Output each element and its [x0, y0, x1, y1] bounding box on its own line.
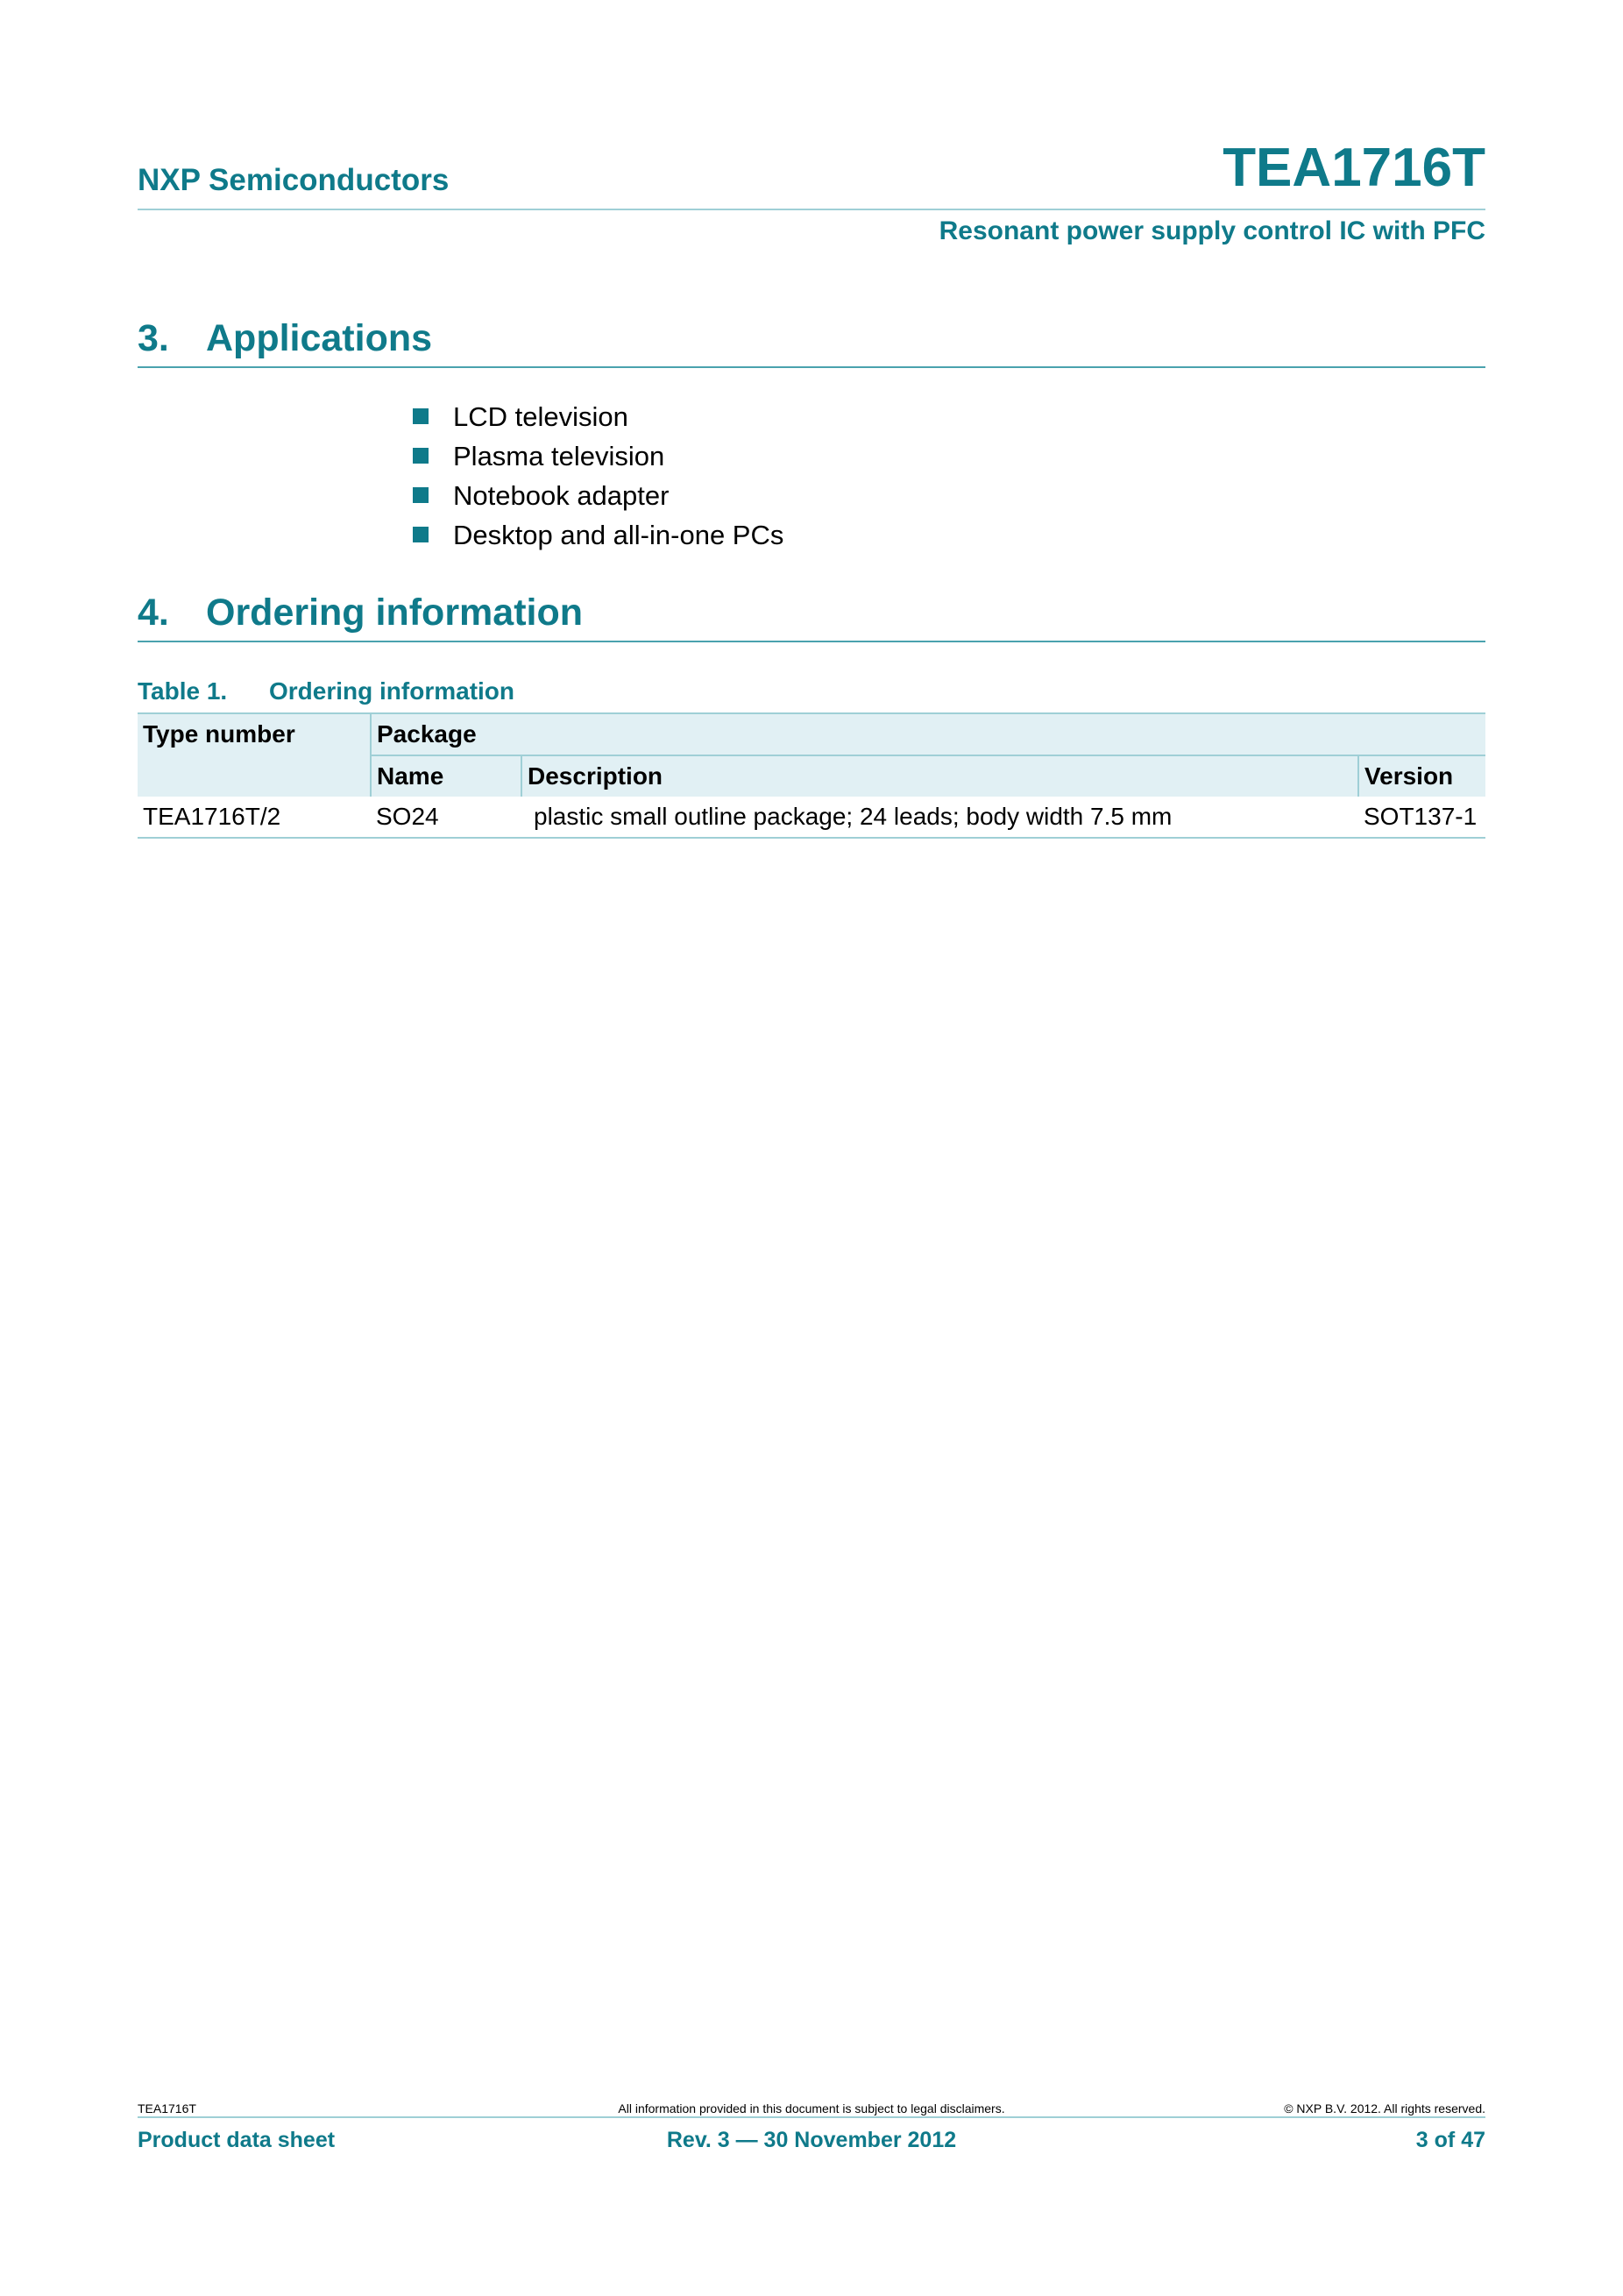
cell-version: SOT137-1: [1358, 797, 1485, 838]
section-heading-applications: [138, 317, 1485, 368]
footer-doc-id: TEA1716T: [138, 2101, 196, 2115]
list-item: [413, 515, 783, 555]
square-bullet-icon: [413, 408, 429, 424]
header-name: Name: [371, 755, 521, 797]
applications-list: [413, 397, 783, 555]
footer-doc-type: Product data sheet: [138, 2128, 336, 2152]
product-subtitle: Resonant power supply control IC with PFC: [939, 216, 1485, 245]
section-title: Applications: [206, 317, 433, 359]
section-title: Ordering information: [206, 592, 583, 634]
square-bullet-icon: [413, 448, 429, 464]
cell-name: SO24: [371, 797, 521, 838]
list-item: [413, 476, 783, 515]
company-name: NXP Semiconductors: [138, 163, 450, 197]
footer-page-number: 3 of 47: [1415, 2128, 1485, 2152]
section-heading-ordering: [138, 592, 1485, 642]
section-number: 3.: [138, 317, 169, 359]
ordering-table: [138, 712, 1485, 839]
footer-divider: [138, 2116, 1485, 2118]
cell-type-number: TEA1716T/2: [138, 797, 371, 838]
header-type-number: Type number: [138, 713, 371, 797]
footer-copyright: © NXP B.V. 2012. All rights reserved.: [1284, 2101, 1485, 2115]
table-caption: [138, 677, 514, 705]
footer-disclaimer: All information provided in this document is subject to legal disclaimers.: [618, 2101, 1005, 2115]
header-description: Description: [521, 755, 1358, 797]
square-bullet-icon: [413, 487, 429, 503]
list-item-text: LCD television: [453, 401, 628, 432]
list-item: [413, 397, 783, 436]
section-number: 4.: [138, 592, 169, 634]
cell-description: plastic small outline package; 24 leads; body width 7.5 mm: [521, 797, 1358, 838]
header-divider: [138, 209, 1485, 210]
product-title: TEA1716T: [1223, 138, 1485, 198]
square-bullet-icon: [413, 527, 429, 542]
table-caption-number: Table 1.: [138, 677, 228, 705]
table-header-row: [138, 713, 1485, 755]
footer-revision: Rev. 3 — 30 November 2012: [666, 2128, 957, 2152]
table-row: [138, 797, 1485, 838]
table-caption-title: Ordering information: [269, 677, 514, 705]
list-item-text: Desktop and all-in-one PCs: [453, 520, 784, 550]
list-item-text: Plasma television: [453, 441, 665, 471]
header-version: Version: [1358, 755, 1485, 797]
list-item-text: Notebook adapter: [453, 480, 670, 511]
list-item: [413, 436, 783, 476]
header-package: Package: [371, 713, 1485, 755]
